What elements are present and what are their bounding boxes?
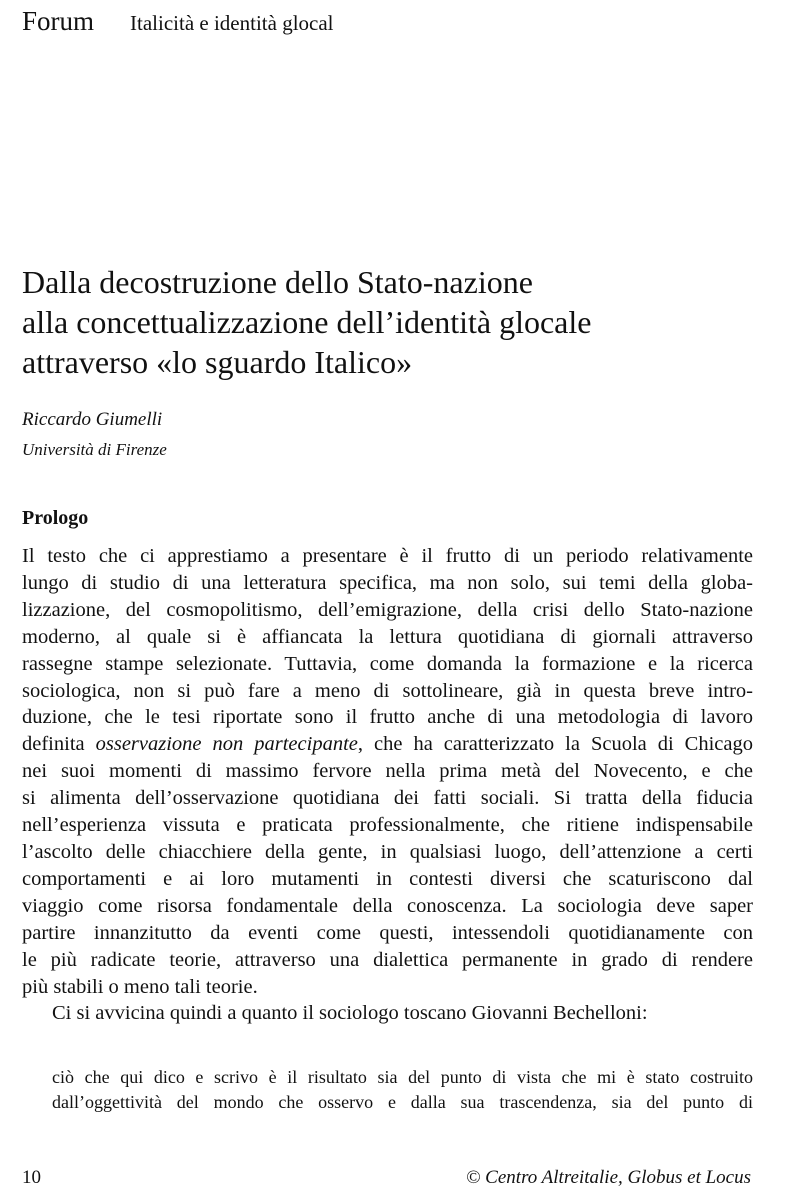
author-affiliation: Università di Firenze xyxy=(22,440,167,459)
body-text-run: definita xyxy=(22,733,96,756)
emphasis-term: osservazione non partecipante xyxy=(95,733,358,756)
title-line: Dalla decostruzione dello Stato-nazione xyxy=(22,264,533,300)
running-head xyxy=(22,6,334,37)
body-line: nell’esperienza vissuta e praticata professionalmente, che ritiene indispensabile xyxy=(22,814,753,837)
title-line: attraverso «lo sguardo Italico» xyxy=(22,344,413,380)
body-line: sociologica, non si può fare a meno di sottolineare, già in questa breve intro- xyxy=(22,679,753,702)
copyright-credit: © Centro Altreitalie, Globus et Locus xyxy=(466,1167,751,1188)
quote-line: dall’oggettività del mondo che osservo e dalla sua trascendenza, sia del punto di xyxy=(52,1092,753,1112)
running-head-section: Forum xyxy=(22,6,95,36)
body-line: lungo di studio di una letteratura specifica, ma non solo, sui temi della globa- xyxy=(22,571,753,594)
body-line: più stabili o meno tali teorie. xyxy=(22,975,258,998)
body-line: rassegne stampe selezionate. Tuttavia, come domanda la formazione e la ricerca xyxy=(22,652,753,675)
body-line: duzione, che le tesi riportate sono il frutto anche di una metodologia di lavoro xyxy=(22,706,753,729)
body-line: nei suoi momenti di massimo fervore nella prima metà del Novecento, e che xyxy=(22,760,753,783)
body-line: lizzazione, del cosmopolitismo, dell’emigrazione, della crisi dello Stato-nazione xyxy=(22,598,753,621)
body-line: moderno, al quale si è affiancata la lettura quotidiana di giornali attraverso xyxy=(22,625,753,648)
body-line: viaggio come risorsa fondamentale della conoscenza. La sociologia deve saper xyxy=(22,894,753,917)
body-line xyxy=(22,731,753,758)
body-text-run: , che ha caratterizzato la Scuola di Chicago xyxy=(357,733,753,756)
body-line: le più radicate teorie, attraverso una dialettica permanente in grado di rendere xyxy=(22,948,753,971)
block-quote xyxy=(52,1065,753,1115)
body-line: l’ascolto delle chiacchiere della gente, in qualsiasi luogo, dell’attenzione a certi xyxy=(22,840,753,863)
title-line: alla concettualizzazione dell’identità glocale xyxy=(22,304,592,340)
body-line: partire innanzitutto da eventi come questi, intessendoli quotidianamente con xyxy=(22,921,753,944)
body-line: Il testo che ci apprestiamo a presentare è il frutto di un periodo relativamente xyxy=(22,545,753,567)
body-line: comportamenti e ai loro mutamenti in contesti diversi che scaturiscono dal xyxy=(22,867,753,890)
page-number: 10 xyxy=(22,1167,41,1188)
body-line: si alimenta dell’osservazione quotidiana dei fatti sociali. Si tratta della fiducia xyxy=(22,787,753,810)
body-line: Ci si avvicina quindi a quanto il sociologo toscano Giovanni Bechelloni: xyxy=(52,1002,648,1025)
section-heading: Prologo xyxy=(22,507,89,529)
author-name: Riccardo Giumelli xyxy=(22,409,163,430)
body-paragraphs xyxy=(22,543,753,1027)
running-head-topic: Italicità e identità glocal xyxy=(130,11,334,35)
quote-line: ciò che qui dico e scrivo è il risultato sia del punto di vista che mi è stato costruito xyxy=(52,1067,753,1087)
article-title xyxy=(22,262,782,382)
